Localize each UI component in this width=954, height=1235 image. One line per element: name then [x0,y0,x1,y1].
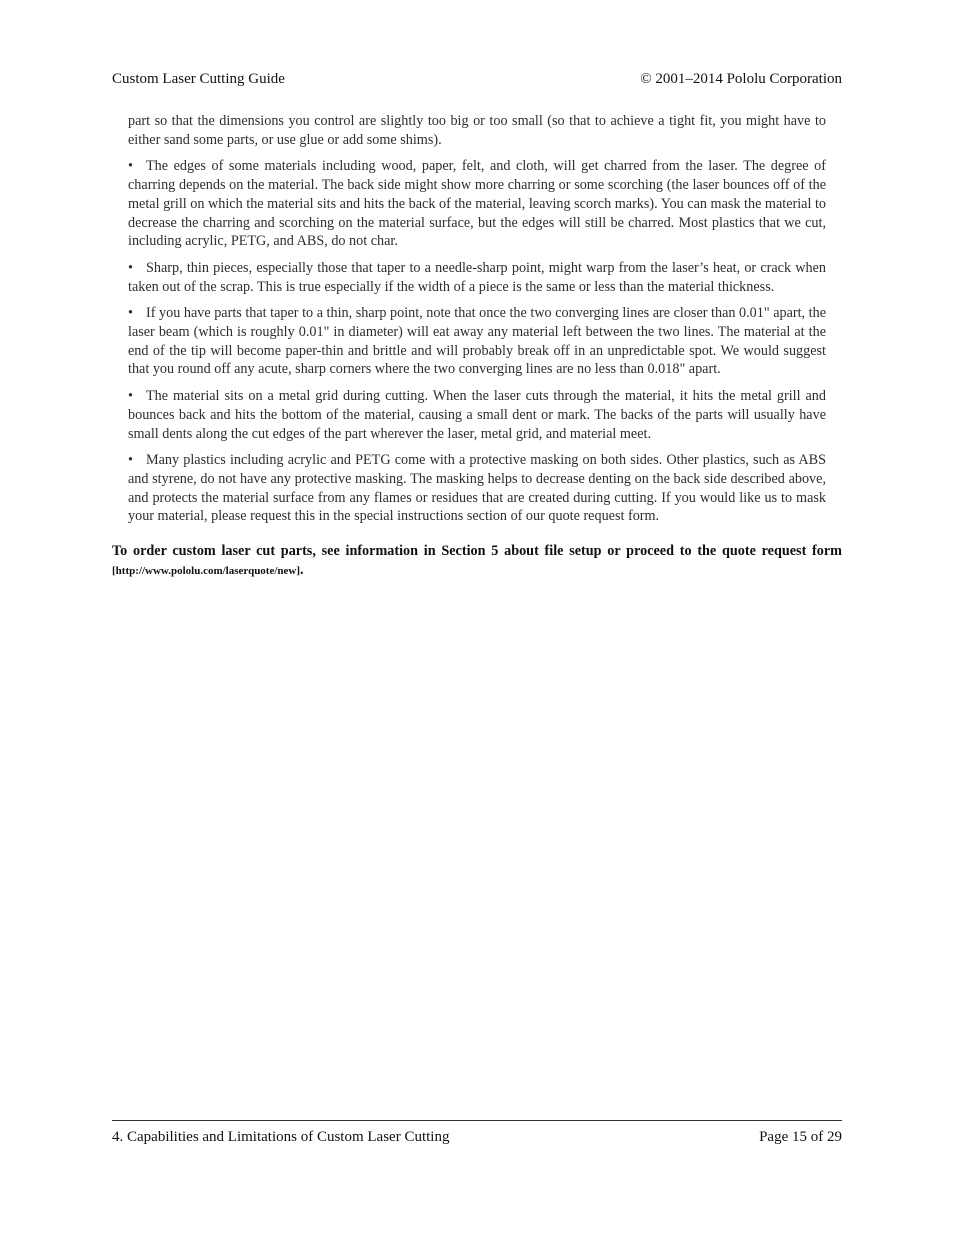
bullet-text: The edges of some materials including wood, paper, felt, and cloth, will get charred from the laser. The degree of charring depends on the material. The back side might show more charring or some scorching (the laser bounces off of the metal grill on which the material sits and hits the back of the material, leaving scorch marks). You can mask the material to decrease the charring and scorching on the material surface, but the edges will still be charred. Most plastics that we cut, including acrylic, PETG, and ABS, do not char. [128,158,826,250]
bullet-marker: • [128,305,133,322]
bullet-text: Sharp, thin pieces, especially those that taper to a needle-sharp point, might warp from the laser’s heat, or crack when taken out of the scrap. This is true especially if the width of a piece is the same or less than the material thickness. [128,259,826,295]
bullet-marker: • [128,388,133,405]
bullet-marker: • [128,259,133,276]
quote-url[interactable]: [http://www.pololu.com/laserquote/new] [112,565,301,578]
order-note [112,542,842,581]
bullet-text: If you have parts that taper to a thin, sharp point, note that once the two converging lines are closer than 0.01" apart, the laser beam (which is roughly 0.01" in diameter) will eat away any material left between the two lines. The material at the end of the tip will become paper-thin and brittle and will probably break off in an unpredictable spot. We would suggest that you round off any acute, sharp corners where the two converging lines are no less than 0.018" apart. [128,305,826,378]
bullet-text: Many plastics including acrylic and PETG come with a protective masking on both sides. Other plastics, such as ABS and styrene, do not have any protective masking. The masking helps to decrease denting on the back side described above, and protects the material surface from any flames or residues that are created during cutting. If you would like us to mask your material, please request this in the special instructions section of our quote request form. [128,452,826,525]
bullet-marker: • [128,452,133,469]
section-5-link[interactable]: Section 5 [441,543,499,560]
bullet-item-sharp-points [128,304,826,379]
order-note-lead: To order custom laser cut parts, see information in [112,543,442,560]
page-footer [112,1120,842,1146]
bullet-item-thin-pieces [128,259,826,296]
bullet-item-masking [128,451,826,526]
page-number: Page 15 of 29 [759,1129,842,1145]
quote-request-form-link[interactable]: quote request form [721,543,842,560]
order-note-end: . [300,562,304,579]
footer-section-title: 4. Capabilities and Limitations of Custom Laser Cutting [112,1129,450,1145]
bullet-text: The material sits on a metal grid during cutting. When the laser cuts through the material, it hits the metal grill and bounces back and hits the bottom of the material, causing a small dent or mark. The backs of the parts will usually have small dents along the cut edges of the part wherever the laser, metal grid, and material meet. [128,388,826,442]
page-header [112,70,842,88]
bullet-marker: • [128,158,133,175]
document-title: Custom Laser Cutting Guide [112,71,285,87]
order-note-middle: about file setup or proceed to the [498,543,722,560]
bullet-item-metal-grid [128,387,826,443]
intro-paragraph: part so that the dimensions you control are slightly too big or too small (so that to achieve a tight fit, you might have to either sand some parts, or use glue or add some shims). [128,113,826,148]
bullet-item-charring [128,157,826,251]
page-content [112,112,842,581]
copyright-notice: © 2001–2014 Pololu Corporation [640,71,842,87]
